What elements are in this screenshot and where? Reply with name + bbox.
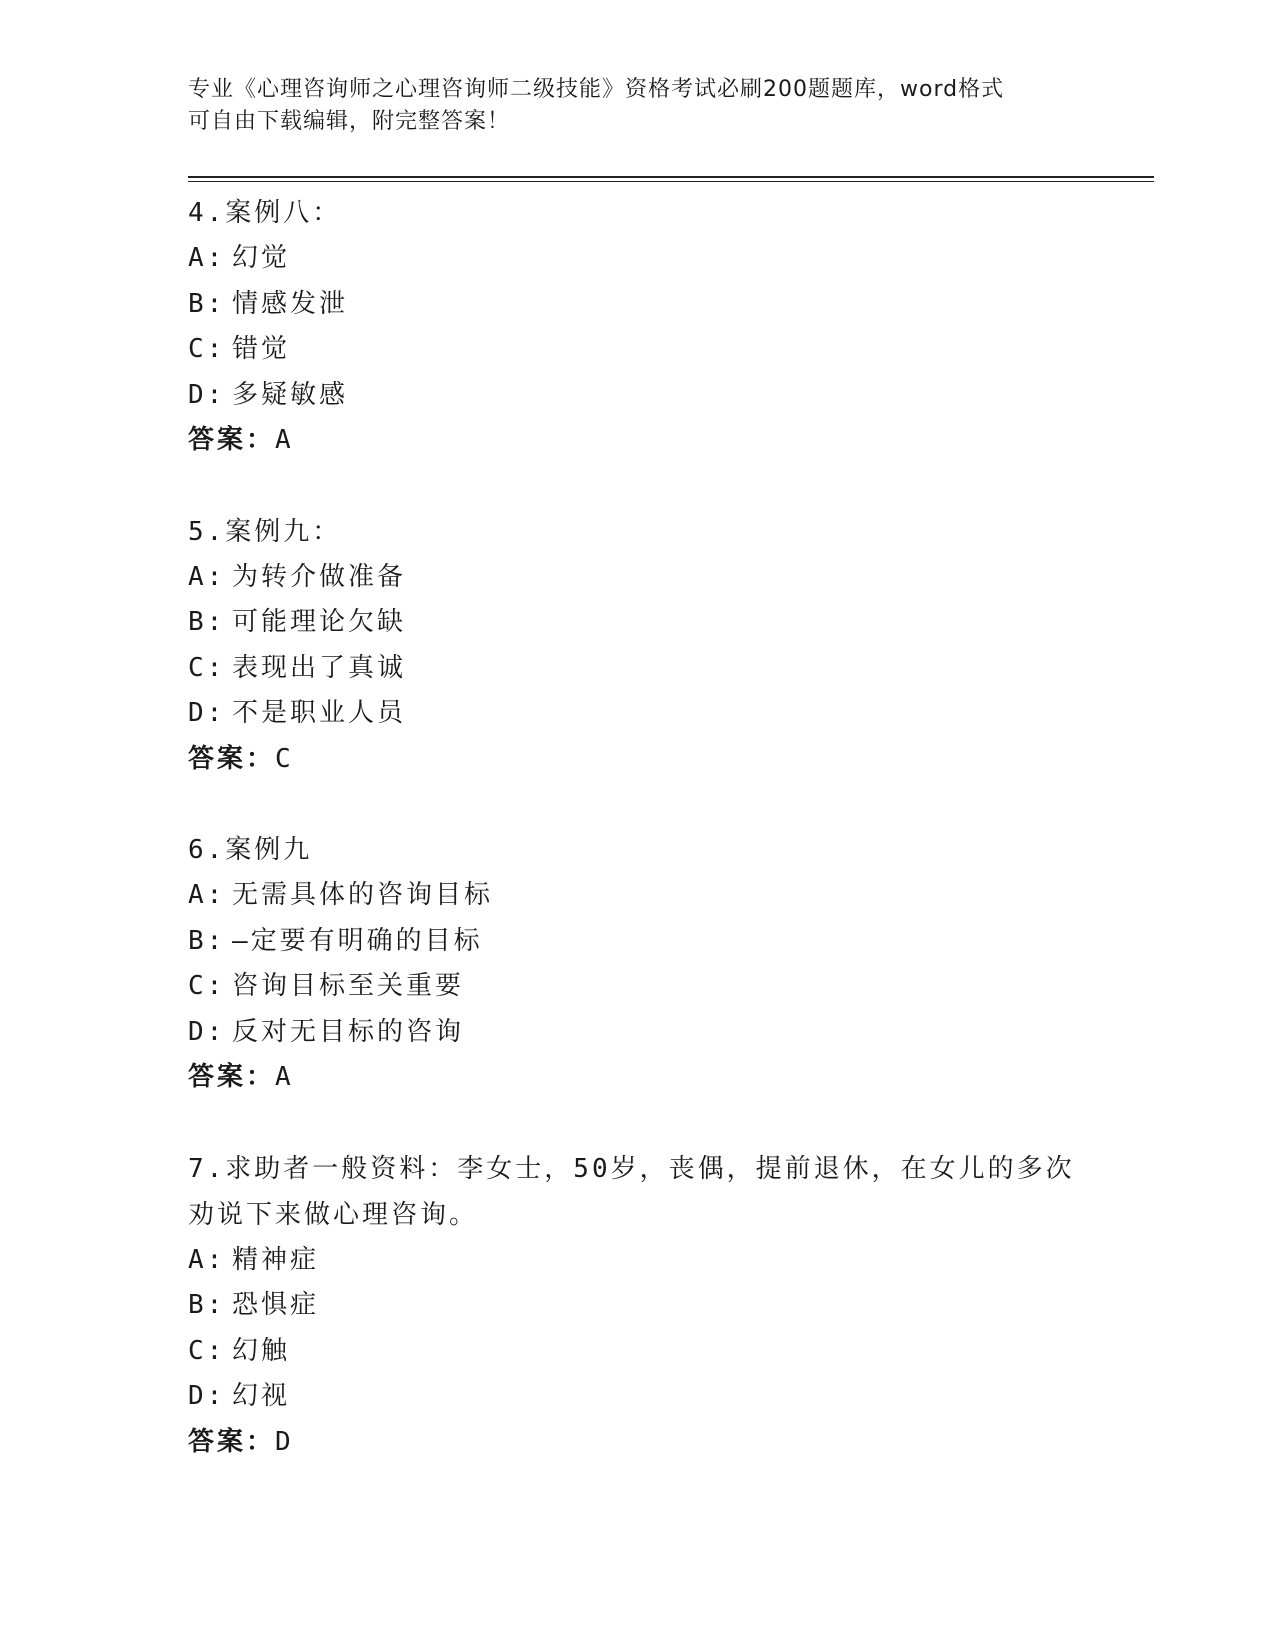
- answer-row: [188, 737, 1088, 783]
- document-header: [188, 74, 1068, 138]
- answer-value: A: [275, 1062, 294, 1092]
- option-row: [188, 236, 1088, 282]
- option-row: [188, 600, 1088, 646]
- option-row: [188, 555, 1088, 601]
- question-block: [188, 190, 1088, 464]
- question-stem-line: 4.案例八：: [188, 198, 342, 228]
- option-text: 为转介做准备: [232, 561, 407, 592]
- answer-label: 答案：: [188, 425, 276, 455]
- option-row: [188, 282, 1088, 328]
- option-letter: A:: [188, 243, 226, 273]
- option-text: 多疑敏感: [232, 379, 349, 410]
- question-block: [188, 1146, 1088, 1466]
- answer-label: 答案：: [188, 743, 276, 774]
- answer-label: 答案：: [188, 1062, 276, 1092]
- option-text: 表现出了真诚: [232, 652, 407, 683]
- header-line-2: 可自由下载编辑，附完整答案！: [188, 109, 511, 134]
- option-letter: A:: [188, 880, 226, 910]
- option-text: 幻觉: [232, 243, 291, 273]
- option-letter: C:: [188, 971, 226, 1001]
- option-letter: B:: [188, 288, 226, 319]
- option-letter: B:: [188, 1290, 226, 1320]
- option-text: 不是职业人员: [232, 698, 407, 728]
- question-stem-line: 劝说下来做心理咨询。: [188, 1199, 479, 1230]
- answer-value: A: [275, 425, 294, 455]
- header-divider-thick: [188, 176, 1154, 178]
- option-text: 咨询目标至关重要: [232, 971, 465, 1001]
- header-divider-thin: [188, 181, 1154, 182]
- option-text: 精神症: [232, 1244, 320, 1275]
- option-row: [188, 691, 1088, 737]
- option-letter: B:: [188, 607, 226, 637]
- option-row: [188, 646, 1088, 692]
- option-letter: A:: [188, 1244, 226, 1275]
- question-stem-line: 6.案例九: [188, 835, 313, 865]
- option-row: [188, 1238, 1088, 1284]
- question-stem-line: 5.案例九：: [188, 516, 342, 547]
- question-stem-line: 7.求助者一般资料：李女士，50岁，丧偶，提前退休，在女儿的多次: [188, 1153, 1075, 1184]
- option-row: [188, 1374, 1088, 1420]
- question-list: [188, 190, 1088, 1510]
- option-row: [188, 873, 1088, 919]
- option-row: [188, 1329, 1088, 1375]
- option-letter: C:: [188, 1335, 226, 1366]
- option-text: 幻视: [232, 1381, 291, 1411]
- option-row: [188, 919, 1088, 965]
- option-letter: D:: [188, 698, 226, 728]
- option-text: 反对无目标的咨询: [232, 1016, 465, 1047]
- answer-row: [188, 1420, 1088, 1466]
- question-block: [188, 509, 1088, 783]
- option-text: 错觉: [232, 334, 291, 364]
- question-block: [188, 827, 1088, 1101]
- answer-row: [188, 418, 1088, 464]
- answer-value: D: [275, 1426, 294, 1457]
- option-row: [188, 373, 1088, 419]
- option-row: [188, 327, 1088, 373]
- option-row: [188, 964, 1088, 1010]
- answer-value: C: [275, 743, 294, 774]
- option-letter: D:: [188, 379, 226, 410]
- option-letter: C:: [188, 652, 226, 683]
- option-text: —定要有明确的目标: [232, 925, 483, 956]
- option-text: 恐惧症: [232, 1290, 320, 1320]
- answer-row: [188, 1055, 1088, 1101]
- option-letter: D:: [188, 1016, 226, 1047]
- option-row: [188, 1283, 1088, 1329]
- answer-label: 答案：: [188, 1426, 276, 1457]
- option-letter: A:: [188, 561, 226, 592]
- header-line-1: 专业《心理咨询师之心理咨询师二级技能》资格考试必刷200题题库，word格式: [188, 77, 1005, 102]
- option-text: 情感发泄: [232, 288, 349, 319]
- option-letter: B:: [188, 925, 226, 956]
- option-text: 无需具体的咨询目标: [232, 880, 494, 910]
- option-letter: C:: [188, 334, 226, 364]
- option-letter: D:: [188, 1381, 226, 1411]
- option-row: [188, 1010, 1088, 1056]
- option-text: 可能理论欠缺: [232, 607, 407, 637]
- option-text: 幻触: [232, 1335, 291, 1366]
